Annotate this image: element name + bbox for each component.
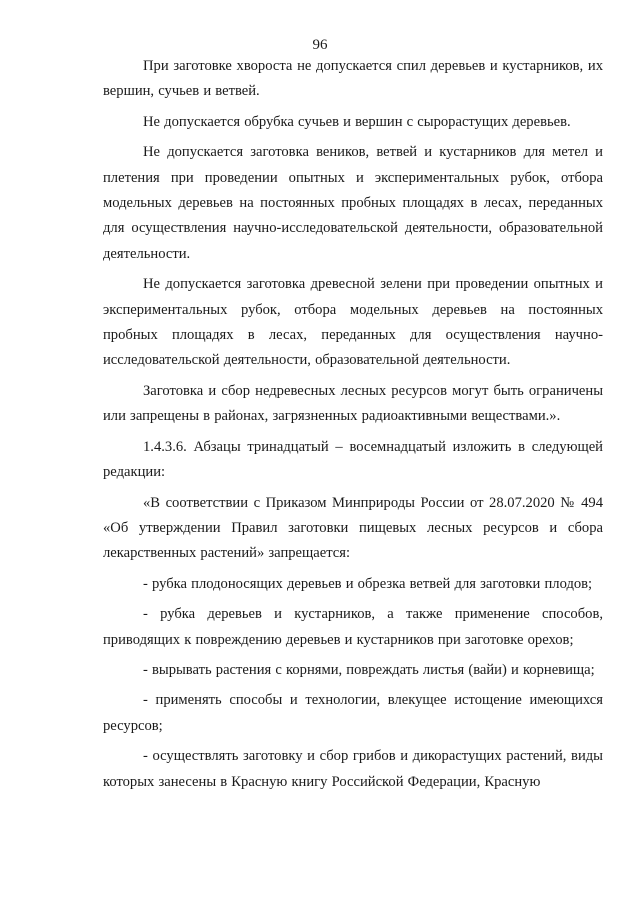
paragraph-non-timber: Заготовка и сбор недревесных лесных ресурсов могут быть ограничены или запрещены в районах, загрязненных радиоактивными веществами.».: [103, 382, 603, 425]
list-item-depletion: - применять способы и технологии, влекущее истощение имеющихся ресурсов;: [103, 692, 603, 734]
page-number: 96: [312, 37, 328, 53]
paragraph-order-reference: «В соответствии с Приказом Минприроды России от 28.07.2020 № 494 «Об утверждении Правил заготовки пищевых лесных ресурсов и сбора лекарственных растений» запрещается:: [103, 494, 603, 562]
list-item-roots: - вырывать растения с корнями, повреждать листья (вайи) и корневища;: [143, 661, 595, 678]
paragraph-amendment: 1.4.3.6. Абзацы тринадцатый – восемнадцатый изложить в следующей редакции:: [103, 438, 603, 481]
paragraph-brushwood: При заготовке хвороста не допускается спил деревьев и кустарников, их вершин, сучьев и ветвей.: [103, 58, 603, 100]
paragraph-brooms: Не допускается заготовка веников, ветвей и кустарников для метел и плетения при проведении опытных и экспериментальных рубок, отбора модельных деревьев на постоянных пробных площадях в лесах, переданных для осуществления научно-исследовательской деятельности, образовательной деятельности.: [103, 144, 603, 262]
list-item-fruit-trees: - рубка плодоносящих деревьев и обрезка ветвей для заготовки плодов;: [143, 575, 593, 592]
document-body: [103, 54, 603, 800]
list-item-nut-harvest: - рубка деревьев и кустарников, а также применение способов, приводящих к повреждению деревьев и кустарников при заготовке орехов;: [103, 606, 603, 648]
paragraph-pruning: Не допускается обрубка сучьев и вершин с сырорастущих деревьев.: [143, 113, 571, 130]
list-item-red-book: - осуществлять заготовку и сбор грибов и дикорастущих растений, виды которых занесены в Красную книгу Российской Федерации, Красную: [103, 748, 603, 790]
paragraph-greenery: Не допускается заготовка древесной зелени при проведении опытных и экспериментальных рубок, отбора модельных деревьев на постоянных пробных площадях в лесах, переданных для осуществления научно-исследовательской деятельности, образовательной деятельности.: [103, 276, 603, 369]
